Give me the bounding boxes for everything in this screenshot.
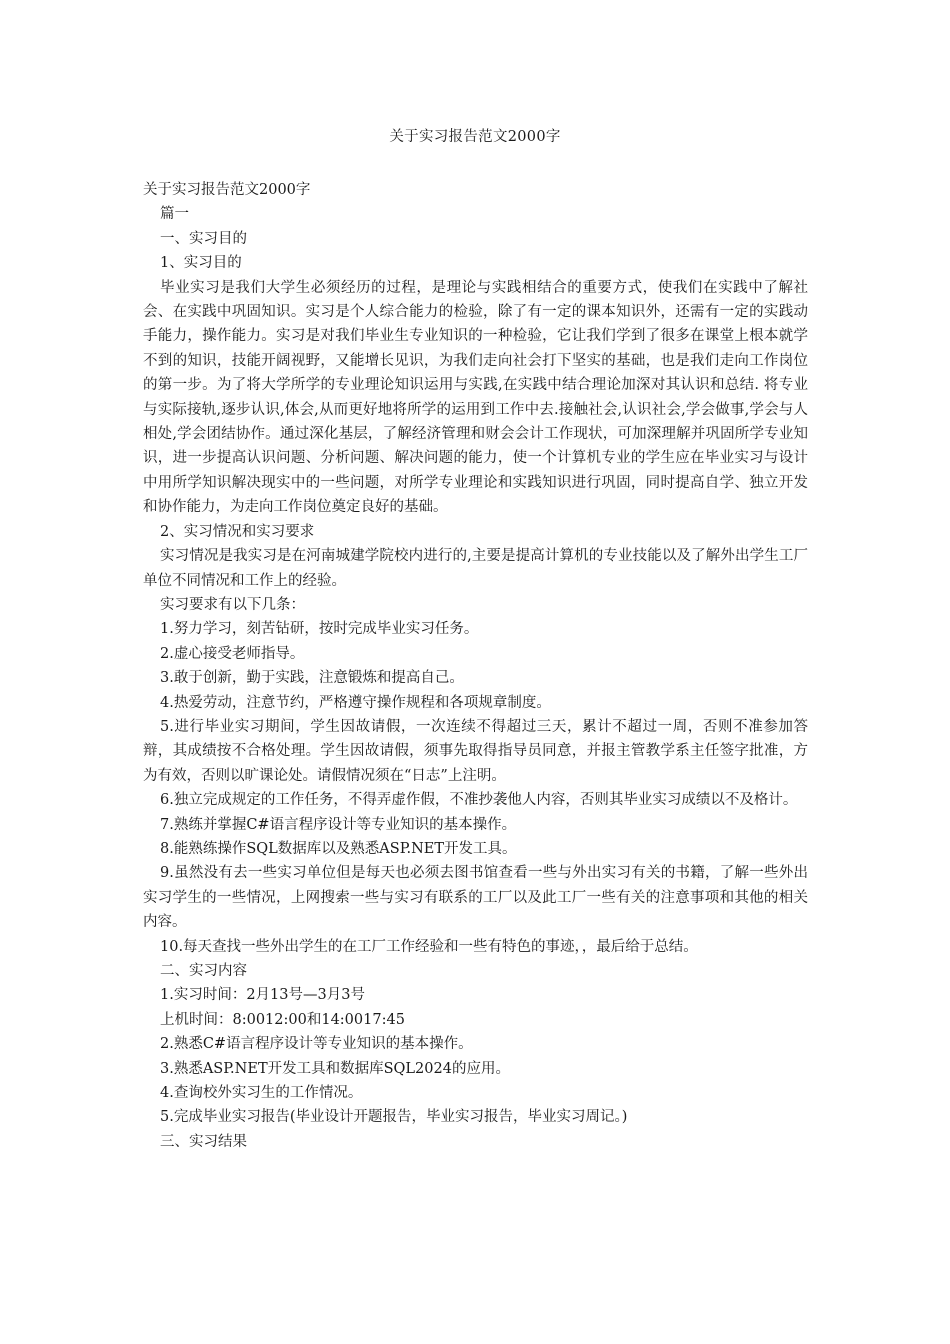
body-paragraph: 3.敢于创新，勤于实践，注意锻炼和提高自己。 <box>160 670 464 687</box>
body-paragraph: 10.每天查找一些外出学生的在工厂工作经验和一些有特色的事迹，，最后给于总结。 <box>160 938 698 955</box>
body-paragraph: 2.虚心接受老师指导。 <box>160 645 305 662</box>
document-title: 关于实习报告范文2000字 <box>389 129 561 145</box>
body-paragraph: 三、实习结果 <box>160 1133 247 1150</box>
body-paragraph: 9.虽然没有去一些实习单位但是每天也必须去图书馆查看一些与外出实习有关的书籍，了解一些外出实习学生的一些情况，上网搜索一些与实习有联系的工厂以及此工厂一些有关的注意事项和其他的相关内容。 <box>143 865 808 931</box>
body-paragraph: 1.实习时间：2月13号—3月3号 <box>160 987 365 1004</box>
document-body <box>143 178 808 1154</box>
body-paragraph: 1、实习目的 <box>160 255 242 272</box>
body-paragraph: 一、实习目的 <box>160 230 247 247</box>
body-paragraph: 8.能熟练操作SQL数据库以及熟悉ASP.NET开发工具。 <box>160 840 517 857</box>
body-paragraph: 4.查询校外实习生的工作情况。 <box>160 1085 363 1102</box>
body-paragraph: 毕业实习是我们大学生必须经历的过程，是理论与实践相结合的重要方式，使我们在实践中了解社会、在实践中巩固知识。实习是个人综合能力的检验，除了有一定的课本知识外，还需有一定的实践动手能力，操作能力。实习是对我们毕业生专业知识的一种检验，它让我们学到了很多在课堂上根本就学不到的知识，技能开阔视野，又能增长见识，为我们走向社会打下坚实的基础，也是我们走向工作岗位的第一步。为了将大学所学的专业理论知识运用与实践,在实践中结合理论加深对其认识和总结. 将专业与实际接轨,逐步认识,体会,从而更好地将所学的运用到工作中去.接触社会,认识社会,学会做事,学会与人相处,学会团结协作。通过深化基层，了解经济管理和财会会计工作现状，可加深理解并巩固所学专业知识，进一步提高认识问题、分析问题、解决问题的能力，使一个计算机专业的学生应在毕业实习与设计中用所学知识解决现实中的一些问题，对所学专业理论和实践知识进行巩固，同时提高自学、独立开发和协作能力，为走向工作岗位奠定良好的基础。 <box>143 279 808 516</box>
body-paragraph: 二、实习内容 <box>160 963 247 979</box>
body-paragraph: 2.熟悉C#语言程序设计等专业知识的基本操作。 <box>160 1036 473 1053</box>
body-paragraph: 1.努力学习，刻苦钻研，按时完成毕业实习任务。 <box>160 621 479 638</box>
body-paragraph: 2、实习情况和实习要求 <box>160 523 315 540</box>
body-paragraph: 篇一 <box>160 206 189 223</box>
body-paragraph: 6.独立完成规定的工作任务，不得弄虚作假，不准抄袭他人内容，否则其毕业实习成绩以不及格计。 <box>160 792 798 809</box>
body-paragraph: 实习要求有以下几条： <box>160 596 305 613</box>
body-paragraph: 上机时间：8:0012:00和14:0017:45 <box>160 1011 405 1028</box>
body-paragraph: 7.熟练并掌握C#语言程序设计等专业知识的基本操作。 <box>160 816 517 833</box>
body-paragraph: 关于实习报告范文2000字 <box>143 182 311 198</box>
body-paragraph: 3.熟悉ASP.NET开发工具和数据库SQL2024的应用。 <box>160 1060 510 1077</box>
body-paragraph: 5.进行毕业实习期间，学生因故请假，一次连续不得超过三天，累计不超过一周，否则不准参加答辩，其成绩按不合格处理。学生因故请假，须事先取得指导员同意，并报主管教学系主任签字批准，方为有效，否则以旷课论处。请假情况须在“日志”上注明。 <box>143 718 808 784</box>
body-paragraph: 实习情况是我实习是在河南城建学院校内进行的,主要是提高计算机的专业技能以及了解外出学生工厂单位不同情况和工作上的经验。 <box>143 548 808 589</box>
body-paragraph: 4.热爱劳动，注意节约，严格遵守操作规程和各项规章制度。 <box>160 694 551 711</box>
body-paragraph: 5.完成毕业实习报告(毕业设计开题报告，毕业实习报告，毕业实习周记。) <box>160 1109 628 1126</box>
